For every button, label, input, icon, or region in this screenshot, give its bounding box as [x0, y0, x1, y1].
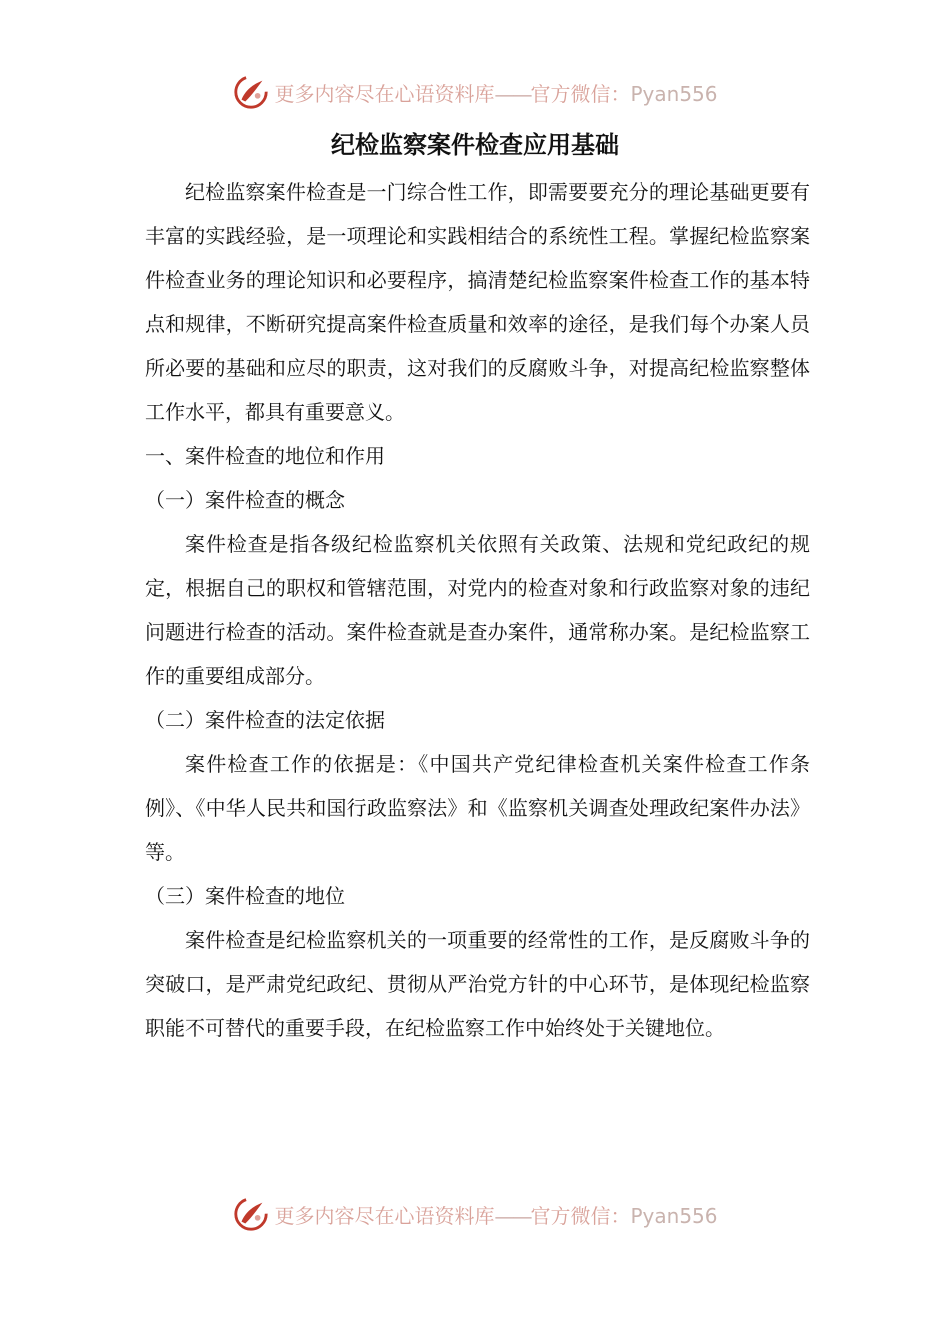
watermark-main: 更多内容尽在心语资料库	[274, 81, 495, 106]
intro-paragraph: 纪检监察案件检查是一门综合性工作，即需要要充分的理论基础更要有丰富的实践经验，是一项理论和实践相结合的系统性工程。掌握纪检监察案件检查业务的理论知识和必要程序，搞清楚纪检监察案件检查工作的基本特点和规律，不断研究提高案件检查质量和效率的途径，是我们每个办案人员所必要的基础和应尽的职责，这对我们的反腐败斗争，对提高纪检监察整体工作水平，都具有重要意义。	[145, 180, 810, 424]
document-title: 纪检监察案件检查应用基础	[331, 131, 619, 159]
watermark-id: Pyan556	[630, 81, 718, 106]
brand-logo-icon	[232, 73, 270, 111]
watermark-text	[274, 1200, 717, 1229]
subsection-paragraph-1: 案件检查是指各级纪检监察机关依照有关政策、法规和党纪政纪的规定，根据自己的职权和管辖范围，对党内的检查对象和行政监察对象的违纪问题进行检查的活动。案件检查就是查办案件，通常称办案。是纪检监察工作的重要组成部分。	[145, 532, 810, 688]
watermark-dash: ——	[494, 1203, 531, 1228]
watermark-label: 官方微信：	[530, 81, 631, 106]
subsection-heading-1: （一）案件检查的概念	[145, 488, 345, 512]
subsection-heading-3: （三）案件检查的地位	[145, 884, 345, 908]
brand-logo-icon	[232, 1195, 270, 1233]
document-body	[145, 170, 810, 1050]
subsection-heading-2: （二）案件检查的法定依据	[145, 708, 385, 732]
subsection-paragraph-2: 案件检查工作的依据是：《中国共产党纪律检查机关案件检查工作条例》、《中华人民共和国行政监察法》和《监察机关调查处理政纪案件办法》等。	[145, 752, 810, 864]
subsection-paragraph-3: 案件检查是纪检监察机关的一项重要的经常性的工作，是反腐败斗争的突破口，是严肃党纪政纪、贯彻从严治党方针的中心环节，是体现纪检监察职能不可替代的重要手段，在纪检监察工作中始终处于关键地位。	[145, 928, 810, 1040]
watermark-main: 更多内容尽在心语资料库	[274, 1203, 495, 1228]
watermark-text	[274, 78, 717, 107]
header-watermark	[0, 70, 950, 114]
footer-watermark	[0, 1192, 950, 1236]
section-heading-1: 一、案件检查的地位和作用	[145, 444, 385, 468]
watermark-label: 官方微信：	[530, 1203, 631, 1228]
watermark-dash: ——	[494, 81, 531, 106]
watermark-id: Pyan556	[630, 1203, 718, 1228]
